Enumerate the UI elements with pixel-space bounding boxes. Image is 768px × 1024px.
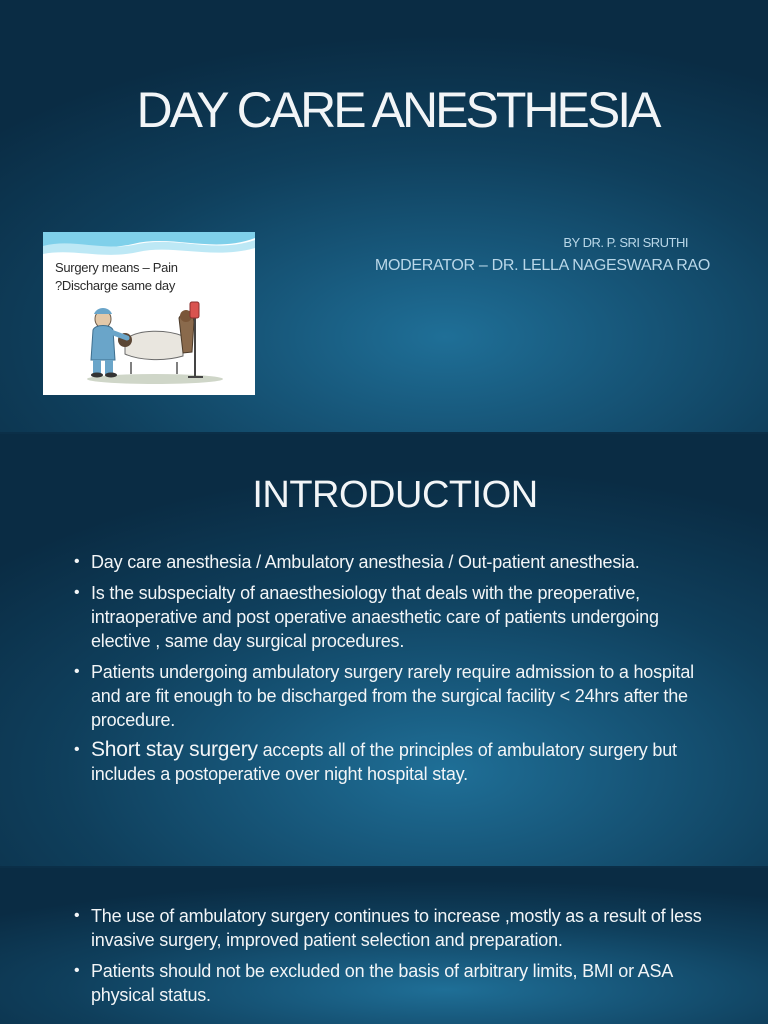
bullet-icon: • <box>74 907 80 924</box>
bullet-item: • The use of ambulatory surgery continues to increase ,mostly as a result of less invasive surgery, improved patient selection and preparation. <box>74 906 702 950</box>
bullet-icon: • <box>74 741 80 758</box>
bullet-icon: • <box>74 962 80 979</box>
slide-title: DAY CARE ANESTHESIA <box>136 82 659 138</box>
bullet-item: • Day care anesthesia / Ambulatory anesthesia / Out-patient anesthesia. <box>74 552 640 572</box>
moderator-line: MODERATOR – DR. LELLA NAGESWARA RAO <box>374 257 710 274</box>
image-caption-line2: ?Discharge same day <box>55 278 176 293</box>
emphasis-term: Short stay surgery <box>91 738 258 761</box>
title-slide <box>0 0 768 432</box>
ambulatory-surgery-slide <box>0 868 768 1024</box>
bullet-icon: • <box>74 584 80 601</box>
bullet-item: • Patients undergoing ambulatory surgery rarely require admission to a hospital and are fit enough to be discharged from the surgical facility < 24hrs after the procedure. <box>74 662 694 730</box>
image-caption-line1: Surgery means – Pain <box>55 260 178 275</box>
bullet-list <box>72 550 722 786</box>
author-byline: BY DR. P. SRI SRUTHI <box>563 235 688 250</box>
bullet-icon: • <box>74 663 80 680</box>
bullet-item: • Is the subspecialty of anaesthesiology that deals with the preoperative, intraoperative and post operative anaesthetic care of patients undergoing elective , same day surgical procedures. <box>74 583 659 651</box>
bullet-icon: • <box>74 553 80 570</box>
slide-title: INTRODUCTION <box>252 474 538 516</box>
introduction-slide <box>0 434 768 866</box>
bullet-item: • Patients should not be excluded on the basis of arbitrary limits, BMI or ASA physical status. <box>74 961 673 1005</box>
bullet-item: • Short stay surgery accepts all of the principles of ambulatory surgery but includes a postoperative over night hospital stay. <box>74 738 677 784</box>
bullet-list <box>72 904 722 1007</box>
